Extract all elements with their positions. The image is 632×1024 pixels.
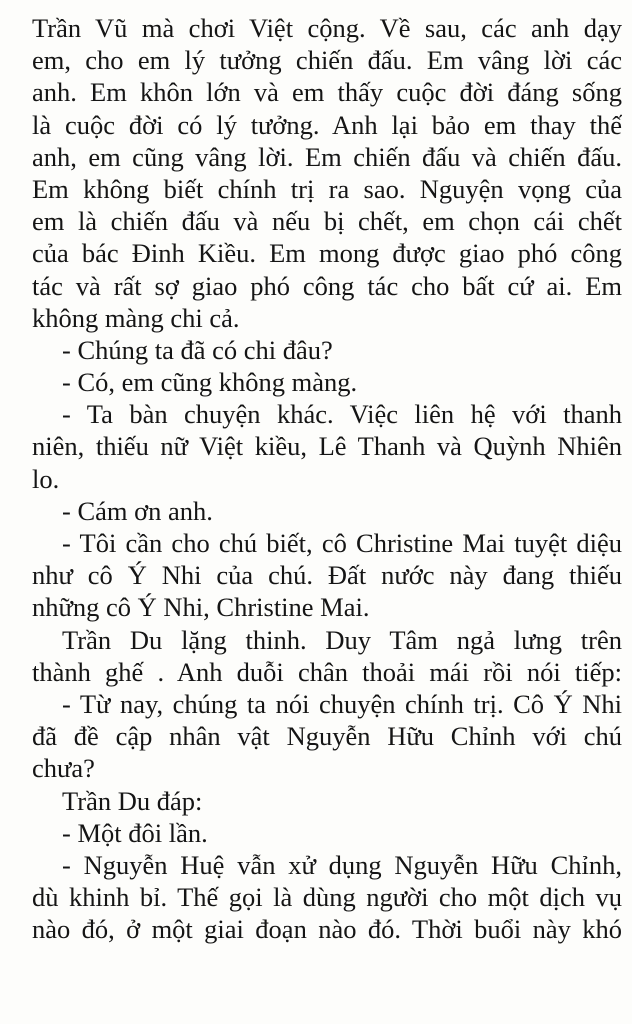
text-line: Trần Vũ mà chơi Việt cộng. Về sau, các anh dạy xyxy=(32,13,622,43)
dialogue-line: - Có, em cũng không màng. xyxy=(62,367,358,398)
text-line: em là chiến đấu và nếu bị chết, em chọn cái chết xyxy=(32,206,622,237)
text-line: không màng chi cả. xyxy=(32,302,240,333)
page-body-text xyxy=(32,12,622,945)
text-line: lo. xyxy=(32,463,60,494)
text-line: dù khinh bỉ. Thế gọi là dùng người cho một dịch vụ xyxy=(32,882,622,913)
text-line: đã đề cập nhân vật Nguyễn Hữu Chỉnh với chú xyxy=(32,721,622,752)
dialogue-line: - Nguyễn Huệ vẫn xử dụng Nguyễn Hữu Chỉnh, xyxy=(62,849,622,880)
text-line: anh. Em khôn lớn và em thấy cuộc đời đáng sống xyxy=(32,77,622,108)
text-line: những cô Ý Nhi, Christine Mai. xyxy=(32,592,370,623)
text-line: nào đó, ở một giai đoạn nào đó. Thời buổi này khó xyxy=(32,914,622,945)
text-line: niên, thiếu nữ Việt kiều, Lê Thanh và Quỳnh Nhiên xyxy=(32,431,622,462)
text-line: của bác Đinh Kiều. Em mong được giao phó công xyxy=(32,238,622,269)
dialogue-line: - Tôi cần cho chú biết, cô Christine Mai tuyệt diệu xyxy=(62,528,622,558)
text-line: tác và rất sợ giao phó công tác cho bất cứ ai. Em xyxy=(32,270,622,301)
dialogue-line: - Chúng ta đã có chi đâu? xyxy=(62,334,333,365)
dialogue-line: - Ta bàn chuyện khác. Việc liên hệ với thanh xyxy=(62,399,622,430)
paragraph-line: Trần Du đáp: xyxy=(62,785,203,816)
text-line: Em không biết chính trị ra sao. Nguyện vọng của xyxy=(32,173,622,204)
text-line: thành ghế . Anh duỗi chân thoải mái rồi nói tiếp: xyxy=(32,656,622,687)
dialogue-line: - Cám ơn anh. xyxy=(62,495,213,526)
text-line: anh, em cũng vâng lời. Em chiến đấu và chiến đấu. xyxy=(32,141,622,172)
text-line: em, cho em lý tưởng chiến đấu. Em vâng lời các xyxy=(32,45,622,76)
text-line: như cô Ý Nhi của chú. Đất nước này đang thiếu xyxy=(32,560,622,591)
dialogue-line: - Một đôi lần. xyxy=(62,817,208,848)
paragraph-line: Trần Du lặng thinh. Duy Tâm ngả lưng trên xyxy=(62,624,622,655)
dialogue-line: - Từ nay, chúng ta nói chuyện chính trị. Cô Ý Nhi xyxy=(62,688,622,719)
text-line: chưa? xyxy=(32,753,95,784)
text-line: là cuộc đời có lý tưởng. Anh lại bảo em thay thế xyxy=(32,109,622,140)
